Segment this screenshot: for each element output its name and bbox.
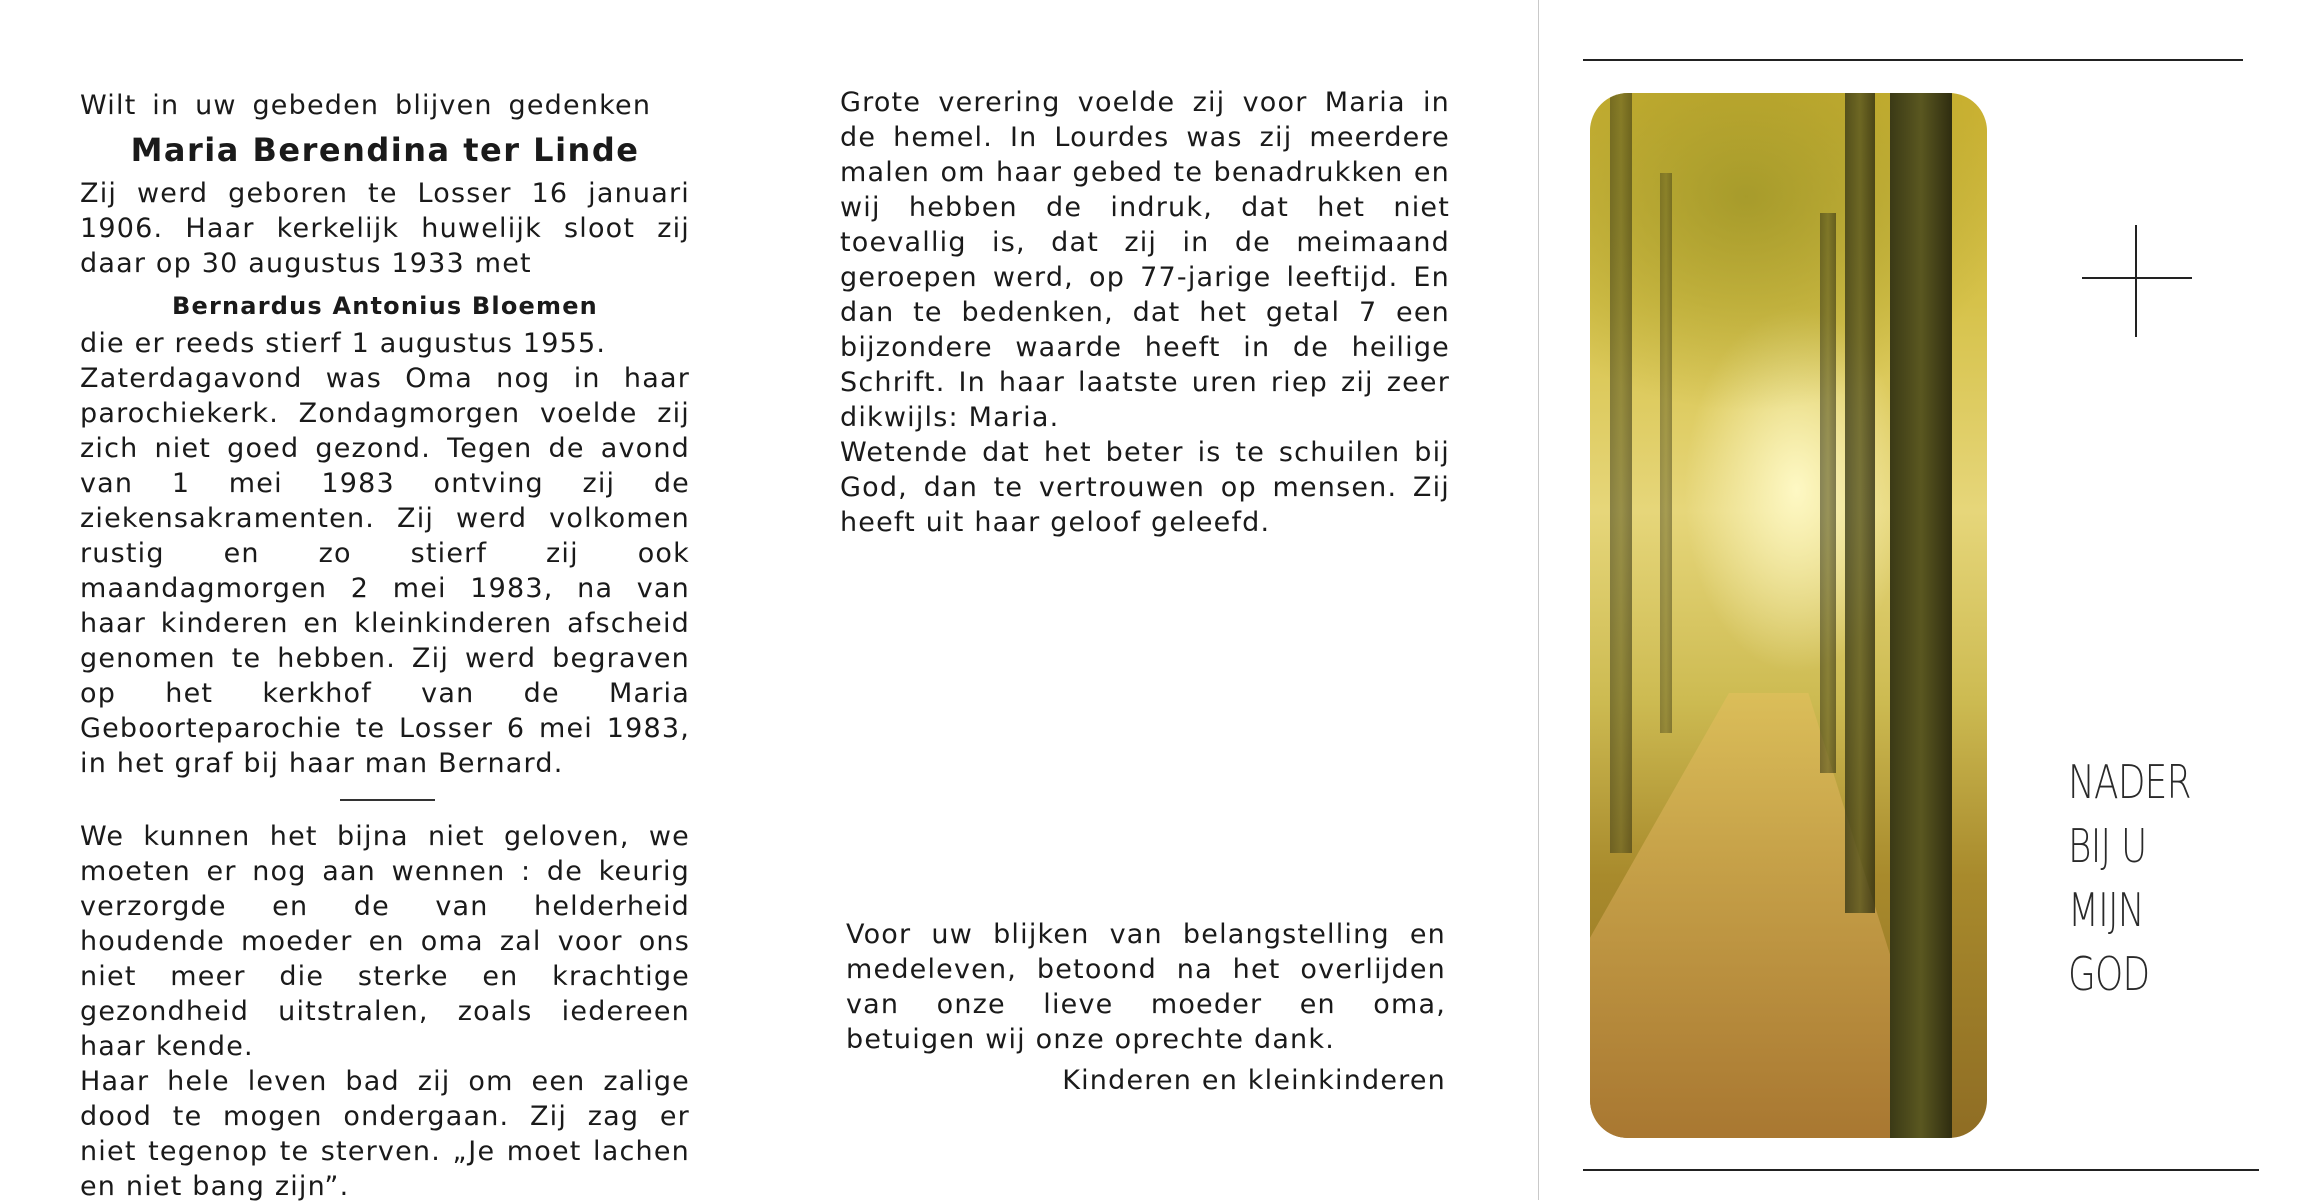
intro-line: Wilt in uw gebeden blijven gedenken (80, 90, 652, 121)
card-fold-edge (1538, 0, 1539, 1200)
thanks-block (846, 917, 1446, 1098)
thanks-paragraph: Voor uw blijken van belangstelling en medeleven, betoond na het overlijden van onze lieve moeder en oma, betuigen wij onze oprechte dank. (846, 919, 1446, 1055)
birth-paragraph: Zij werd geboren te Losser 16 januari 1906. Haar kerkelijk huwelijk sloot zij daar op 30 augustus 1933 met (80, 178, 690, 279)
motto-line: MIJN (2068, 883, 2144, 937)
motto-line: BIJ U (2068, 819, 2147, 873)
spouse-death-line: die er reeds stierf 1 augustus 1955. (80, 328, 607, 359)
maria-paragraph: Grote verering voelde zij voor Maria in de hemel. In Lourdes was zij meerdere malen om haar gebed te benadrukken en wij hebben de indruk, dat het niet toevallig is, dat zij in de meimaand geroepen werd, op 77-jarige leeftijd. En dan te bedenken, dat het getal 7 een bijzondere waarde heeft in de heilige Schrift. In haar laatste uren riep zij zeer dikwijls: Maria. (840, 87, 1450, 433)
memory-paragraph: We kunnen het bijna niet geloven, we moeten er nog aan wennen : de keurig verzorgde en de van helderheid houdende moeder en oma zal voor ons niet meer die sterke en krachtige gezondheid uitstralen, zoals iedereen haar kende. (80, 821, 690, 1062)
motto (2068, 750, 2258, 1006)
god-paragraph: Wetende dat het beter is te schuilen bij God, dan te vertrouwen op mensen. Zij heeft uit haar geloof geleefd. (840, 437, 1450, 538)
closing-paragraph: Haar hele leven bad zij om een zalige dood te mogen ondergaan. Zij zag er niet tegenop te sterven. „Je moet lachen en niet bang zijn”. (80, 1066, 690, 1202)
cross-icon (2082, 225, 2192, 337)
death-paragraph: Zaterdagavond was Oma nog in haar parochiekerk. Zondagmorgen voelde zij zich niet goed gezond. Tegen de avond van 1 mei 1983 ontving zij de ziekensakramenten. Zij werd volkomen rustig en zo stierf zij ook maandagmorgen 2 mei 1983, na van haar kinderen en kleinkinderen afscheid genomen te hebben. Zij werd begraven op het kerkhof van de Maria Geboorteparochie te Losser 6 mei 1983, in het graf bij haar man Bernard. (80, 363, 690, 779)
signature: Kinderen en kleinkinderen (1062, 1065, 1446, 1096)
tree-trunk (1660, 173, 1672, 733)
autumn-forest-path-photo (1590, 93, 1987, 1138)
top-rule (1583, 59, 2243, 61)
middle-text-column (840, 85, 1450, 540)
left-text-column (80, 88, 690, 1204)
spouse-name: Bernardus Antonius Bloemen (172, 292, 598, 320)
motto-line: GOD (2068, 947, 2150, 1001)
tree-trunk (1845, 93, 1875, 913)
deceased-name: Maria Berendina ter Linde (130, 131, 640, 169)
tree-trunk (1820, 213, 1836, 773)
tree-trunk (1890, 93, 1952, 1138)
separator-line (340, 799, 435, 801)
tree-trunk (1610, 93, 1632, 853)
motto-line: NADER (2068, 755, 2191, 809)
bottom-rule (1583, 1169, 2259, 1171)
